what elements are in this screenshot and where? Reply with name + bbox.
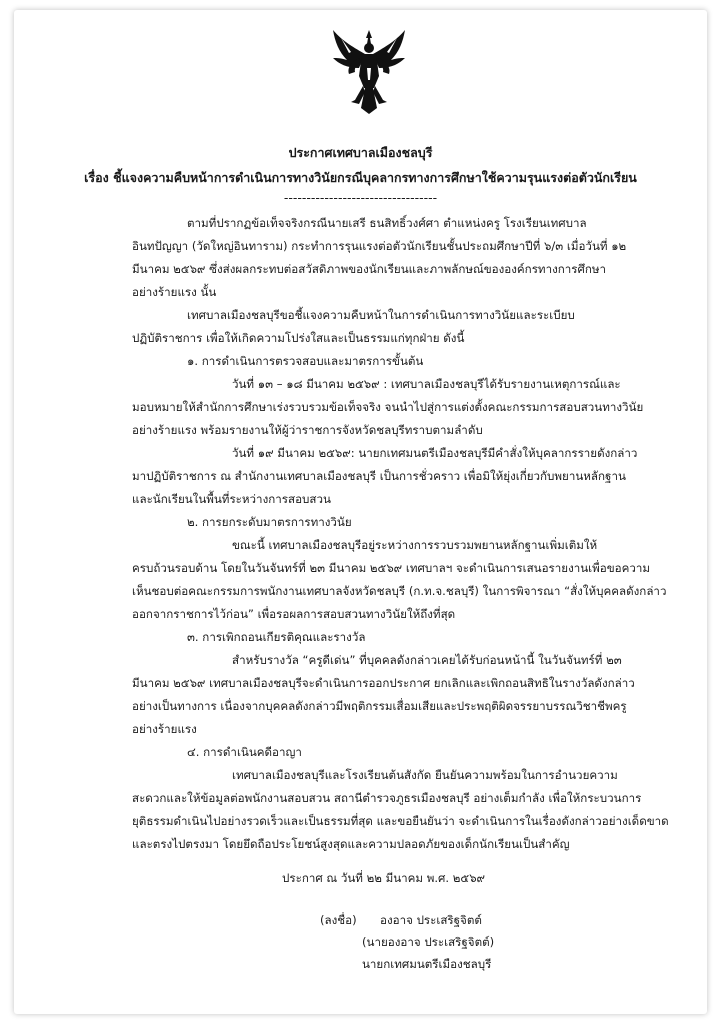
section-heading-1: ๑. การดำเนินการตรวจสอบและมาตรการขั้นต้น <box>187 354 424 368</box>
body-line: เทศบาลเมืองชลบุรีและโรงเรียนต้นสังกัด ยืนยันความพร้อมในการอำนวยความ <box>232 768 618 782</box>
body-line: ปฏิบัติราชการ เพื่อให้เกิดความโปร่งใสและเป็นธรรมแก่ทุกฝ่าย ดังนี้ <box>132 331 465 345</box>
section-heading-4: ๔. การดำเนินคดีอาญา <box>187 745 302 759</box>
body-line: อย่างร้ายแรง พร้อมรายงานให้ผู้ว่าราชการจังหวัดชลบุรีทราบตามลำดับ <box>132 423 483 437</box>
body-line: อินทปัญญา (วัดใหญ่อินทาราม) กระทำการรุนแรงต่อตัวนักเรียนชั้นประถมศึกษาปีที่ ๖/๓ เมื่อวันที่ ๑๒ <box>132 239 627 253</box>
section-heading-3: ๓. การเพิกถอนเกียรติคุณและรางวัล <box>187 630 366 644</box>
signer-position: นายกเทศมนตรีเมืองชลบุรี <box>362 957 492 971</box>
signed-label: (ลงชื่อ) <box>320 913 357 927</box>
body-line: ขณะนี้ เทศบาลเมืองชลบุรีอยู่ระหว่างการรวบรวมพยานหลักฐานเพิ่มเติมให้ <box>232 538 598 552</box>
announcement-date: ประกาศ ณ วันที่ ๒๒ มีนาคม พ.ศ. ๒๕๖๙ <box>282 871 486 885</box>
body-line: มีนาคม ๒๕๖๙ ซึ่งส่งผลกระทบต่อสวัสดิภาพของนักเรียนและภาพลักษณ์ขององค์กรทางการศึกษา <box>132 262 607 276</box>
signer-full-name: (นายองอาจ ประเสริฐจิตต์) <box>362 935 495 949</box>
body-line: และนักเรียนในพื้นที่ระหว่างการสอบสวน <box>132 492 331 506</box>
title-separator: ---------------------------------- <box>283 190 438 205</box>
body-line: อย่างร้ายแรง <box>132 722 197 736</box>
signer-name: องอาจ ประเสริฐจิตต์ <box>380 913 482 927</box>
body-line: มอบหมายให้สำนักการศึกษาเร่งรวบรวมข้อเท็จจริง จนนำไปสู่การแต่งตั้งคณะกรรมการสอบสวนทางวินัย <box>132 400 644 414</box>
section-heading-2: ๒. การยกระดับมาตรการทางวินัย <box>187 515 352 529</box>
body-line: ออกจากราชการไว้ก่อน” เพื่อรอผลการสอบสวนทางวินัยให้ถึงที่สุด <box>132 607 456 621</box>
body-line: อย่างร้ายแรง นั้น <box>132 285 217 299</box>
body-line: มาปฏิบัติราชการ ณ สำนักงานเทศบาลเมืองชลบุรี เป็นการชั่วคราว เพื่อมิให้ยุ่งเกี่ยวกับพยานหลักฐาน <box>132 469 626 483</box>
garuda-emblem-icon <box>329 28 409 116</box>
announcement-title: ประกาศเทศบาลเมืองชลบุรี <box>288 145 433 160</box>
body-line: และตรงไปตรงมา โดยยึดถือประโยชน์สูงสุดและความปลอดภัยของเด็กนักเรียนเป็นสำคัญ <box>132 837 570 851</box>
body-line: ยุติธรรมดำเนินไปอย่างรวดเร็วและเป็นธรรมที่สุด และขอยืนยันว่า จะดำเนินการในเรื่องดังกล่าวอย่างเด็ดขาด <box>132 814 669 828</box>
body-line: วันที่ ๑๓ – ๑๘ มีนาคม ๒๕๖๙ : เทศบาลเมืองชลบุรีได้รับรายงานเหตุการณ์และ <box>232 377 621 391</box>
body-line: สำหรับรางวัล “ครูดีเด่น” ที่บุคคลดังกล่าวเคยได้รับก่อนหน้านี้ ในวันจันทร์ที่ ๒๓ <box>232 653 622 667</box>
body-line: อย่างเป็นทางการ เนื่องจากบุคคลดังกล่าวมีพฤติกรรมเสื่อมเสียและประพฤติผิดจรรยาบรรณวิชาชีพครู <box>132 699 627 713</box>
body-line: ตามที่ปรากฏข้อเท็จจริงกรณีนายเสรี ธนสิทธิ์วงศ์ศา ตำแหน่งครู โรงเรียนเทศบาล <box>187 216 587 230</box>
body-line: มีนาคม ๒๕๖๙ เทศบาลเมืองชลบุรีจะดำเนินการออกประกาศ ยกเลิกและเพิกถอนสิทธิในรางวัลดังกล่าว <box>132 676 635 690</box>
body-line: วันที่ ๑๙ มีนาคม ๒๕๖๙: นายกเทศมนตรีเมืองชลบุรีมีคำสั่งให้บุคลากรรายดังกล่าว <box>232 446 638 460</box>
body-line: ครบถ้วนรอบด้าน โดยในวันจันทร์ที่ ๒๓ มีนาคม ๒๕๖๙ เทศบาลฯ จะดำเนินการเสนอรายงานเพื่อขอความ <box>132 561 651 575</box>
body-line: เทศบาลเมืองชลบุรีขอชี้แจงความคืบหน้าในการดำเนินการทางวินัยและระเบียบ <box>187 308 575 322</box>
body-line: สะดวกและให้ข้อมูลต่อพนักงานสอบสวน สถานีตำรวจภูธรเมืองชลบุรี อย่างเต็มกำลัง เพื่อให้กระบวนการ <box>132 791 642 805</box>
body-line: เห็นชอบต่อคณะกรรมการพนักงานเทศบาลจังหวัดชลบุรี (ก.ท.จ.ชลบุรี) ในการพิจารณา “สั่งให้บุคคลดังกล่าว <box>132 584 667 598</box>
announcement-subject: เรื่อง ชี้แจงความคืบหน้าการดำเนินการทางวินัยกรณีบุคลากรทางการศึกษาใช้ความรุนแรงต่อตัวนักเรียน <box>84 170 637 185</box>
